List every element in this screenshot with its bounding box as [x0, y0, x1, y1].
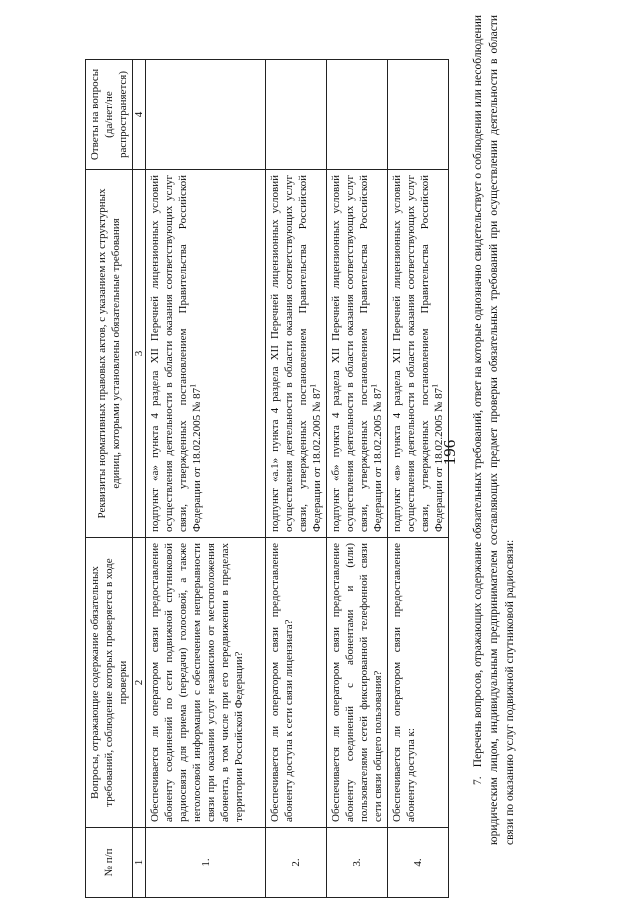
footnote-mark: 1 [369, 383, 379, 388]
row-requisite [146, 170, 266, 538]
row-number: 2. [266, 828, 327, 898]
row-answer[interactable] [146, 60, 266, 170]
row-requisite [388, 170, 449, 538]
table-header-row [86, 60, 133, 898]
table-row [327, 60, 388, 898]
row-question: Обеспечивается ли оператором связи предоставление абоненту соединений с абонентами и (или) пользователями сетей фиксированной телефонной связи сети связи общего пользования? [327, 538, 388, 828]
header-num: № п/п [86, 828, 133, 898]
requisite-text: подпункт «в» пункта 4 раздела XII Перечней лицензионных условий осуществления деятельности в области оказания соответствующих услуг связи, утвержденных постановлением Правительства Российской Федерации от 18.02.2005 № 87 [391, 175, 445, 532]
row-answer[interactable] [266, 60, 327, 170]
row-question: Обеспечивается ли оператором связи предоставление абоненту доступа к: [388, 538, 449, 828]
table-row [266, 60, 327, 898]
column-numbers-row [133, 60, 146, 898]
requirements-table [85, 59, 449, 898]
requisite-text: подпункт «б» пункта 4 раздела XII Перечней лицензионных условий осуществления деятельности в области оказания соответствующих услуг связи, утвержденных постановлением Правительства Российской Федерации от 18.02.2005 № 87 [330, 175, 384, 532]
column-number: 2 [133, 538, 146, 828]
item-number: 7. [472, 776, 484, 785]
row-requisite [266, 170, 327, 538]
header-question: Вопросы, отражающие содержание обязательных требований, соблюдение которых проверяется в ходе проверки [86, 538, 133, 828]
page-number: 196 [440, 439, 459, 466]
row-question: Обеспечивается ли оператором связи предоставление абоненту доступа к сети связи лицензиата? [266, 538, 327, 828]
requisite-text: подпункт «а.1» пункта 4 раздела XII Перечней лицензионных условий осуществления деятельности в области оказания соответствующих услуг связи, утвержденных постановлением Правительства Российской Федерации от 18.02.2005 № 87 [269, 175, 323, 532]
footnote-mark: 1 [308, 383, 318, 388]
row-number: 3. [327, 828, 388, 898]
row-question: Обеспечивается ли оператором связи предоставление абоненту соединений по сети подвижной спутниковой радиосвязи для приема (передачи) голосовой, а также неголосовой информации с обеспечением непрерывности связи при оказании услуг независимо от местоположения абонента, в том числе при его передвижении в пределах территории Российской Федерации? [146, 538, 266, 828]
intro-paragraph [470, 15, 518, 845]
row-requisite [327, 170, 388, 538]
header-requisites: Реквизиты нормативных правовых актов, с указанием их структурных единиц, которыми установлены обязательные требования [86, 170, 133, 538]
column-number: 4 [133, 60, 146, 170]
row-answer[interactable] [327, 60, 388, 170]
row-answer[interactable] [388, 60, 449, 170]
row-number: 4. [388, 828, 449, 898]
footnote-mark: 1 [430, 383, 440, 388]
row-number: 1. [146, 828, 266, 898]
column-number: 3 [133, 170, 146, 538]
intro-text: Перечень вопросов, отражающих содержание обязательных требований, ответ на которые однозначно свидетельствует о соблюдении или несоблюдении юридическим лицом, индивидуальным предпринимателем составляющих предмет проверки обязательных требований при осуществлении деятельности в области связи по оказанию услуг подвижной спутниковой радиосвязи: [472, 15, 516, 845]
footnote-mark: 1 [188, 383, 198, 388]
header-answer: Ответы на вопросы (да/нет/не распространяется) [86, 60, 133, 170]
column-number: 1 [133, 828, 146, 898]
table-row [388, 60, 449, 898]
requisite-text: подпункт «а» пункта 4 раздела XII Перечней лицензионных условий осуществления деятельности в области оказания соответствующих услуг связи, утвержденных постановлением Правительства Российской Федерации от 18.02.2005 № 87 [149, 175, 203, 532]
table-row [146, 60, 266, 898]
